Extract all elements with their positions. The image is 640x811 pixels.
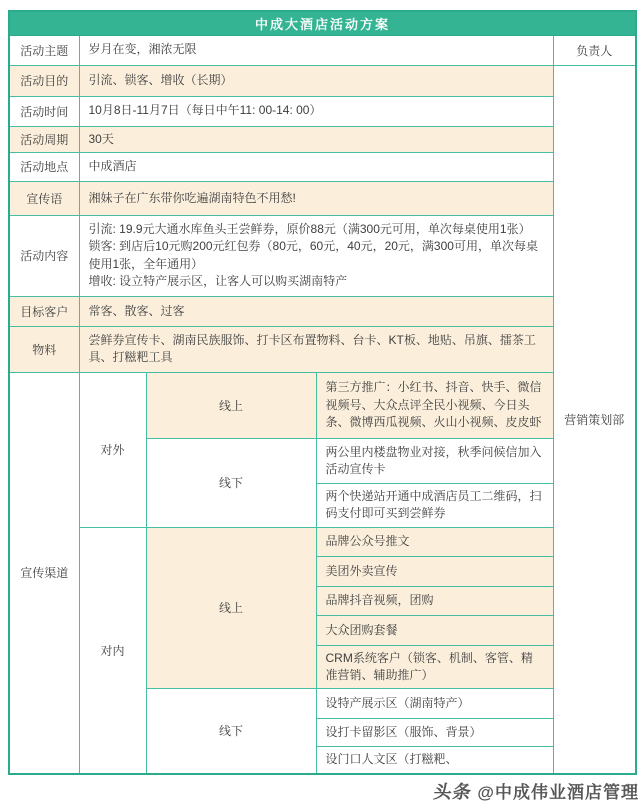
internal-online-item: 品牌公众号推文 [316,527,553,556]
internal-offline-item: 设打卡留影区（服饰、背景） [316,718,553,746]
table-row [9,296,636,326]
time-value: 10月8日-11月7日（每日中午11: 00-14: 00） [79,96,553,126]
table-row [9,65,636,96]
theme-value: 岁月在变，湘浓无限 [79,35,553,65]
internal-online-item: 大众团购套餐 [316,615,553,645]
content-line-1: 引流: 19.9元大通水库鱼头王尝鲜券，原价88元（满300元可用，单次每桌使用1张） [88,221,531,236]
cycle-value: 30天 [79,126,553,152]
plan-table [8,10,637,775]
table-row [9,11,636,35]
target-label: 目标客户 [9,296,79,326]
activity-plan-table [8,10,637,775]
responsible-header: 负责人 [553,35,636,65]
watermark-handle: @中成伟业酒店管理 [477,783,639,802]
internal-offline-label: 线下 [146,688,316,774]
internal-online-label: 线上 [146,527,316,688]
toutiao-watermark [434,778,639,804]
internal-online-item: CRM系统客户（锁客、机制、客管、精准营销、辅助推广） [316,645,553,688]
location-label: 活动地点 [9,152,79,181]
channels-external-label: 对外 [79,372,146,527]
internal-offline-item: 设特产展示区（湖南特产） [316,688,553,718]
table-row [9,181,636,215]
slogan-value: 湘妹子在广东带你吃遍湖南特色不用愁! [79,181,553,215]
content-value [79,215,553,296]
table-row [9,215,636,296]
channels-internal-label: 对内 [79,527,146,774]
content-line-3: 增收: 设立特产展示区，让客人可以购买湖南特产 [88,273,348,288]
external-online-item: 第三方推广：小红书、抖音、快手、微信视频号、大众点评全民小视频、今日头条、微博西瓜视频、火山小视频、皮皮虾 [316,372,553,438]
slogan-label: 宣传语 [9,181,79,215]
time-label: 活动时间 [9,96,79,126]
toutiao-logo-text: 头条 [432,782,475,802]
purpose-value: 引流、锁客、增收（长期） [79,65,553,96]
table-row [9,152,636,181]
target-value: 常客、散客、过客 [79,296,553,326]
table-row [9,35,636,65]
external-online-label: 线上 [146,372,316,438]
table-row [9,372,636,438]
cycle-label: 活动周期 [9,126,79,152]
internal-online-item: 品牌抖音视频，团购 [316,586,553,615]
theme-label: 活动主题 [9,35,79,65]
external-offline-item: 两公里内楼盘物业对接，秋季问候信加入活动宣传卡 [316,438,553,483]
table-row [9,96,636,126]
external-offline-label: 线下 [146,438,316,527]
table-row [9,326,636,372]
location-value: 中成酒店 [79,152,553,181]
materials-value: 尝鲜券宣传卡、湖南民族服饰、打卡区布置物料、台卡、KT板、地贴、吊旗、擂茶工具、打糍粑工具 [79,326,553,372]
internal-offline-item: 设门口人文区（打糍粑、 [316,746,553,774]
materials-label: 物料 [9,326,79,372]
table-row [9,527,636,556]
content-line-2: 锁客: 到店后10元购200元红包券（80元，60元，40元，20元，满300可用，单次每桌使用1张，全年通用） [88,239,538,271]
purpose-label: 活动目的 [9,65,79,96]
content-label: 活动内容 [9,215,79,296]
responsible-value: 营销策划部 [553,65,636,774]
internal-online-item: 美团外卖宣传 [316,556,553,586]
external-offline-item: 两个快递站开通中成酒店员工二维码，扫码支付即可买到尝鲜券 [316,483,553,527]
table-row [9,126,636,152]
page-title: 中成大酒店活动方案 [9,11,636,35]
channels-label: 宣传渠道 [9,372,79,774]
